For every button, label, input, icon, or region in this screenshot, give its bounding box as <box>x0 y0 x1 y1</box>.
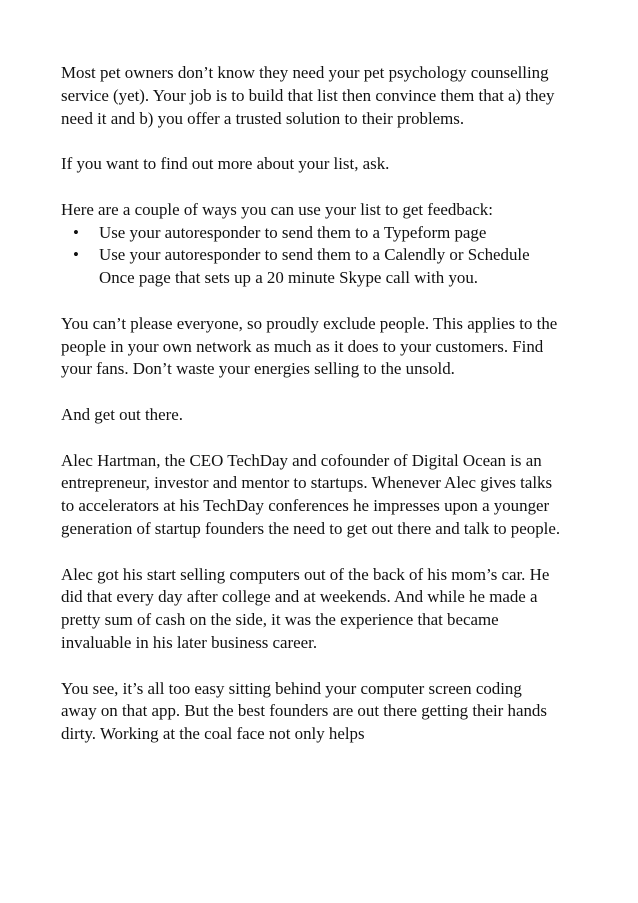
list-item-text: Use your autoresponder to send them to a Calendly or Schedule Once page that sets up a 20 minute Skype call with you. <box>99 245 530 288</box>
paragraph-alec-start: Alec got his start selling computers out of the back of his mom’s car. He did that every day after college and at weekends. And while he made a pretty sum of cash on the side, it was the experience that became invaluable in his later business career. <box>61 564 550 652</box>
list-item <box>61 222 561 245</box>
paragraph-intro: Most pet owners don’t know they need your pet psychology counselling service (yet). Your job is to build that list then convince them that a) they need it and b) you offer a trusted solution to their problems. <box>61 63 555 128</box>
paragraph-feedback-intro: Here are a couple of ways you can use your list to get feedback: <box>61 199 493 219</box>
paragraph-get-out-there: And get out there. <box>61 404 183 424</box>
list-item <box>61 244 561 290</box>
list-item-text: Use your autoresponder to send them to a Typeform page <box>99 222 487 242</box>
bullet-icon: • <box>73 245 79 265</box>
feedback-bullet-list <box>61 222 561 290</box>
paragraph-exclude-people: You can’t please everyone, so proudly exclude people. This applies to the people in your own network as much as it does to your customers. Find your fans. Don’t waste your energies selling to the unsold. <box>61 313 558 379</box>
paragraph-best-founders: You see, it’s all too easy sitting behind your computer screen coding away on that app. But the best founders are out there getting their hands dirty. Working at the coal face not only helps <box>61 678 547 744</box>
paragraph-alec-hartman: Alec Hartman, the CEO TechDay and cofounder of Digital Ocean is an entrepreneur, investor and mentor to startups. Whenever Alec gives talks to accelerators at his TechDay conferences he impresses upon a younger generation of startup founders the need to get out there and talk to people. <box>61 450 561 538</box>
bullet-icon: • <box>73 222 79 242</box>
paragraph-ask: If you want to find out more about your list, ask. <box>61 154 390 174</box>
document-page <box>61 62 561 746</box>
